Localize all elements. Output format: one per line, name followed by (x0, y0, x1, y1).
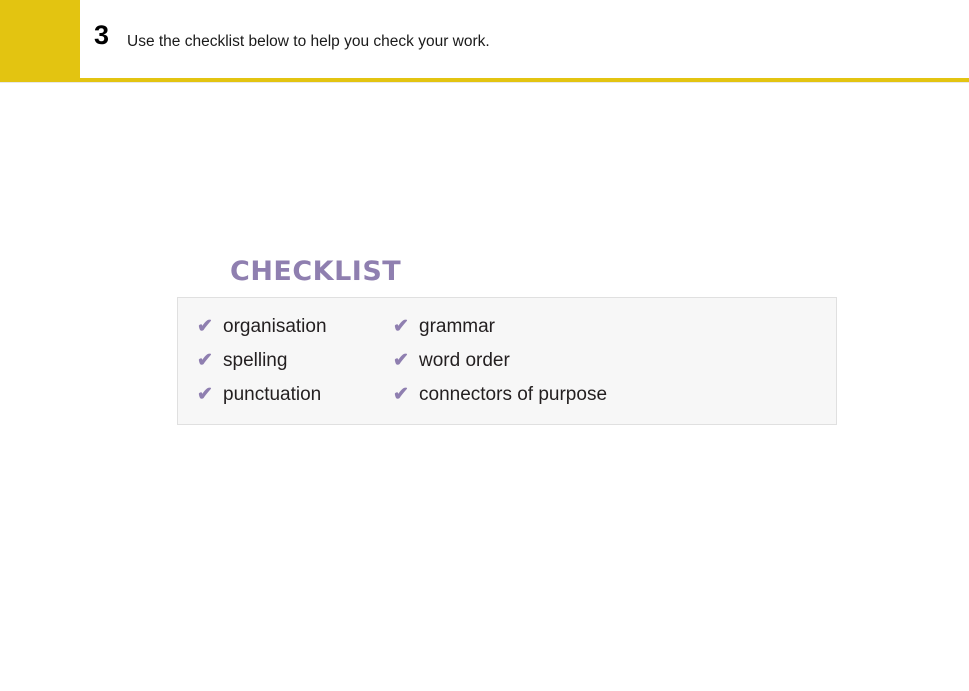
header-divider-shadow (0, 82, 969, 83)
header-color-block (0, 0, 80, 78)
list-item[interactable] (393, 385, 773, 419)
exercise-instruction: Use the checklist below to help you check your work. (127, 33, 490, 50)
list-item-label: grammar (419, 316, 496, 337)
list-item[interactable] (197, 351, 393, 385)
list-item[interactable] (393, 351, 773, 385)
checklist-title: CHECKLIST (230, 256, 402, 287)
exercise-header (0, 0, 969, 80)
list-item[interactable] (393, 317, 773, 351)
list-item-label: spelling (223, 350, 288, 371)
checklist-section (177, 258, 839, 425)
check-icon: ✔ (393, 316, 409, 337)
check-icon: ✔ (393, 384, 409, 405)
check-icon: ✔ (197, 384, 213, 405)
check-icon: ✔ (197, 316, 213, 337)
checklist-column-2 (393, 317, 773, 419)
check-icon: ✔ (393, 350, 409, 371)
checklist-box (177, 297, 837, 425)
list-item-label: punctuation (223, 384, 322, 405)
checklist-column-1 (197, 317, 393, 419)
list-item[interactable] (197, 385, 393, 419)
exercise-number: 3 (94, 20, 110, 50)
list-item-label: connectors of purpose (419, 384, 608, 405)
check-icon: ✔ (197, 350, 213, 371)
list-item-label: organisation (223, 316, 327, 337)
list-item-label: word order (419, 350, 510, 371)
list-item[interactable] (197, 317, 393, 351)
